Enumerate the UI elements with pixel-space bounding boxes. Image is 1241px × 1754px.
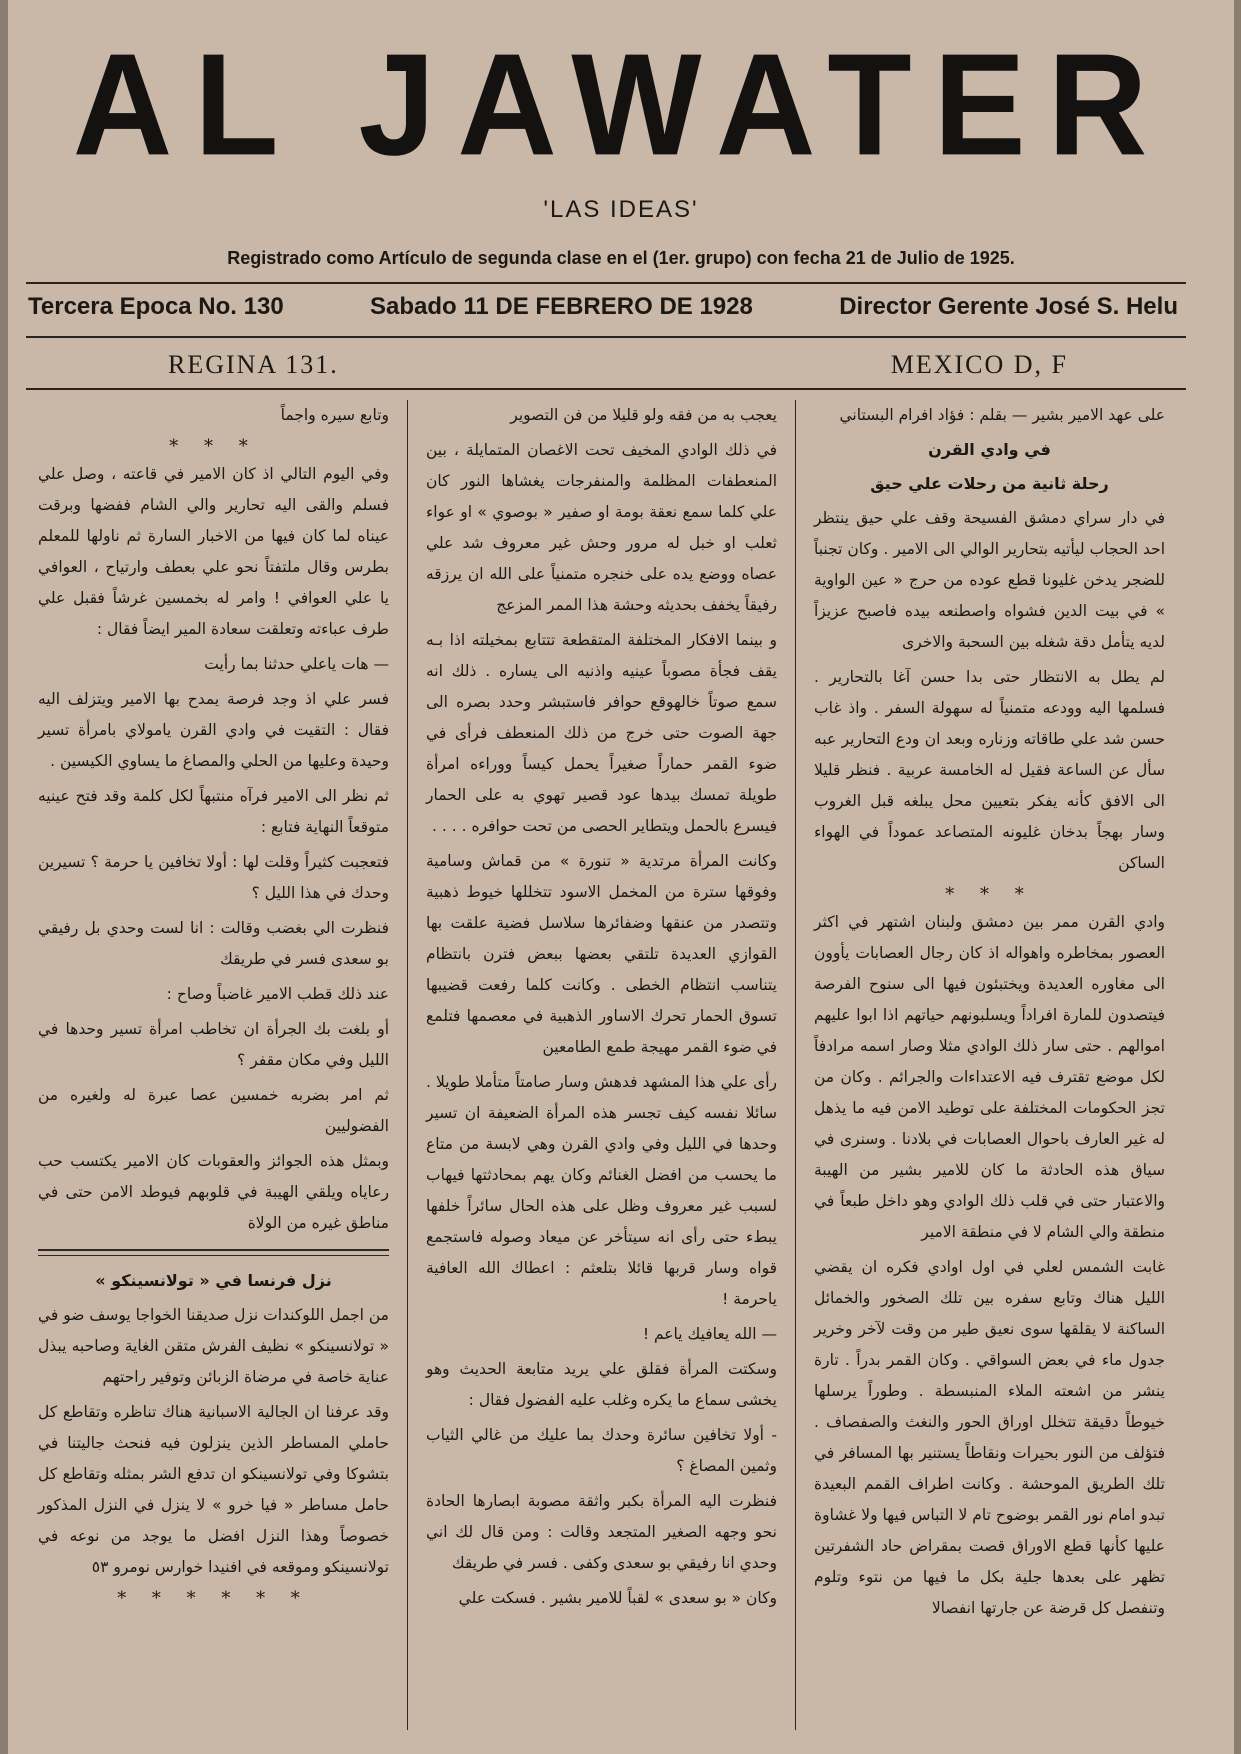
issue-date: Sabado 11 DE FEBRERO DE 1928	[370, 293, 753, 320]
issue-number: Tercera Epoca No. 130	[28, 293, 284, 320]
registration-notice: Registrado como Artículo de segunda clase en el (1er. grupo) con fecha 21 de Julio de 1925.	[227, 248, 1015, 268]
issue-line	[28, 293, 1178, 321]
article-paragraph: وفي اليوم التالي اذ كان الامير في قاعته ، وصل علي فسلم والقى اليه تحارير والي الشام ففضها وبرقت عيناه لما كان فيها من الاخبار السارة ثم ناولها للمعلم بطرس وقال ملتفتاً نحو علي بعطف وارتياح ، العوافي يا علي العوافي ! وامر له بخمسين غرشاً فقبل علي طرف عباءته وتعلقت سعادة المير ايضاً فقال :	[38, 465, 389, 638]
article-paragraph: أو بلغت بك الجرأة ان تخاطب امرأة تسير وحدها في الليل وفي مكان مقفر ؟	[38, 1020, 389, 1069]
article-paragraph: — هات ياعلي حدثنا بما رأيت	[204, 655, 389, 673]
article-paragraph: وادي القرن ممر بين دمشق ولبنان اشتهر في اكثر العصور بمخاطره واهواله اذ كان رجال العصابات يأوون الى مغاوره العديدة ويختبئون فيها الى سنوح الفرصة فيتصدون للمارة افراداً ويسلبونهم حياتهم اذا ابوا عليهم اموالهم . حتى سار ذلك الوادي مثلا وصار اسمه مرادفاً لكل موضع تقترف فيه الاعتداءات والجرائم . وكان من تجز الحكومات المختلفة على توطيد الامن فيه ما يذهل له غير العارف باحوال العصابات في بلادنا . وسنرى في سياق هذه الحادثة ما كان للامير بشير من الهيبة والاعتبار حتى في قلب ذلك الوادي وهو داخل طبعاً في منطقة والي الشام لا في منطقة الامير	[814, 913, 1165, 1241]
column-right	[802, 400, 1177, 1740]
director-name: Director Gerente José S. Helu	[839, 293, 1178, 320]
address-line	[168, 350, 1068, 380]
article-subtitle: رحلة ثانية من رحلات علي حيق	[870, 474, 1109, 493]
street-address: REGINA 131.	[168, 350, 339, 379]
article-paragraph: فتعجبت كثيراً وقلت لها : أولا تخافين يا حرمة ؟ تسيرين وحدك في هذا الليل ؟	[38, 853, 389, 902]
stars-ornament: * * *	[945, 884, 1034, 905]
article-paragraph: ثم امر بضربه خمسين عصا عبرة له ولغيره من الفضوليين	[38, 1086, 389, 1135]
article-paragraph: لم يطل به الانتظار حتى بدا حسن آغا بالتحارير . فسلمها اليه وودعه متمنياً له سهولة السفر . واذ غاب حسن شد علي طاقاته وزناره وبعد ان ودع التحارير عبه سأل عن الساعة فقيل له الخامسة عربية . فنظر قليلا الى الافق كأنه يفكر بتعيين محل يبلغه قبل الغروب وسار بهجاً بدخان غليونه المتصاعد عموداً في الهواء الساكن	[814, 668, 1165, 872]
hotel-heading: نزل فرنسا في « تولانسينكو »	[95, 1271, 332, 1290]
article-paragraph: وسكتت المرأة فقلق علي يريد متابعة الحديث وهو يخشى سماع ما يكره وغلب عليه الفضول فقال :	[426, 1360, 777, 1409]
article-paragraph: وتابع سيره واجماً	[280, 406, 389, 424]
article-paragraph: في دار سراي دمشق الفسيحة وقف علي حيق ينتظر احد الحجاب ليأتيه بتحارير الوالي الى الامير . وكان تجنباً للضجر يدخن غليونا قطع عوده من حرج « عين الواوية » في بيت الدين فشواه واصطنعه بيده فاصبح عزيزاً لديه يتأمل دقة شغله بين السحبة والاخرى	[814, 509, 1165, 651]
article-paragraph: وبمثل هذه الجوائز والعقوبات كان الامير يكتسب حب رعاياه ويلقي الهيبة في قلوبهم فيوطد الامن حتى في مناطق غيره من الولاة	[38, 1152, 389, 1232]
article-paragraph: - أولا تخافين سائرة وحدك بما عليك من غالي الثياب وثمين المصاغ ؟	[426, 1426, 777, 1475]
city-name: MEXICO D, F	[890, 350, 1068, 379]
header-rule-bottom	[26, 388, 1186, 390]
article-paragraph: فنظرت اليه المرأة بكبر واثقة مصوبة ابصارها الحادة نحو وجهه الصغير المتجعد وقالت : ومن قال لك اني وحدي انا رفيقي بو سعدى وكفى . فسر في طريقك	[426, 1492, 777, 1572]
header-rule-middle	[26, 336, 1186, 338]
article-paragraph: رأى علي هذا المشهد فدهش وسار صامتاً متأملا طويلا . سائلا نفسه كيف تجسر هذه المرأة الضعيفة ان تسير وحدها في الليل وفي وادي القرن وهي لابسة من متاع ما يحسب من افضل الغنائم وكان يهم بمحادثتها فيهاب لسبب غير معروف وظل على هذه الحال سائراً خلفها يبطء حتى رأى انه سيتأخر عن ميعاد وصوله فاستجمع قواه وسار قربها قائلا بتلعثم : اعطاك الله العافية ياحرمة !	[426, 1073, 777, 1308]
newspaper-page	[8, 0, 1234, 1754]
column-divider	[795, 400, 796, 1730]
article-paragraph: وكان « بو سعدى » لقباً للامير بشير . فسكت علي	[458, 1589, 777, 1607]
article-paragraph: غابت الشمس لعلي في اول اوادي فكره ان يقضي الليل هناك وتابع سفره بين تلك الصخور والخمائل الساكنة لا يقلقها سوى نعيق طير من وقت لآخر وخرير جدول ماء في بعض السواقي . وكان القمر بدراً . تارة ينشر من اشعته الملاء المنبسطة . وطوراً يرسلها خيوطاً دقيقة تتخلل اوراق الحور والنغث والصفصاف . فتؤلف من النور بحيرات ونقاطاً يستنير بها المسافر في تلك الطريق الموحشة . وكانت اطراف القمم البعيدة تبدو امام نور القمر بوضوح تام لا التباس فيها ولا غشاوة عليها كأنها قطع الاوراق قصت بمقراض حاد الشفرتين تظهر على بعدها جلية بكل ما فيها من نتوء وتلوم وتنفصل كل قرضة عن جارتها انفصالا	[814, 1258, 1165, 1617]
article-paragraph: فسر علي اذ وجد فرصة يمدح بها الامير ويتزلف اليه فقال : التقيت في وادي القرن يامولاي بامرأة تسير وحيدة وعليها من الحلي والمصاغ ما يساوي الكيسين .	[38, 690, 389, 770]
column-left	[26, 400, 401, 1740]
masthead-subtitle: 'LAS IDEAS'	[543, 196, 699, 223]
header-rule-top	[26, 282, 1186, 284]
article-paragraph: في ذلك الوادي المخيف تحت الاغصان المتمايلة ، بين المنعطفات المظلمة والمنفرجات يغشاها النور كان علي كلما سمع نعقة بومة او صفير « بوصوي » او عواء ثعلب او خبل له مرور وحش غير معروف شد علي عصاه ووضع يده على خنجره متمنياً على الله ان يرزقه رفيقاً يخفف بحديثه وحشة هذا الممر المزعج	[426, 441, 777, 614]
article-paragraph: من اجمل اللوكندات نزل صديقنا الخواجا يوسف ضو في « تولانسينكو » نظيف الفرش متقن الغاية وصاحبه يبذل عناية خاصة في مرضاة الزبائن وتوفير راحتهم	[38, 1306, 389, 1386]
stars-ornament: * * * * * *	[117, 1588, 310, 1609]
article-paragraph: عند ذلك قطب الامير غاضباً وصاح :	[166, 985, 389, 1003]
article-paragraph: وكانت المرأة مرتدية « تنورة » من قماش وسامية وفوقها سترة من المخمل الاسود تتخللها خيوط ذهبية وتتصدر من عنقها وضفائرها سلاسل فضية علقت بها القوازي العديدة تلتقي بعضها ببعض فترن بانتظام يتناسب انتظام الخطى . وكانت كلما رفعت قضيبها تسوق الحمار تحرك الاساور الذهبية في معصمها فتلمع في ضوء القمر مهيجة طمع الطامعين	[426, 852, 777, 1056]
column-middle	[414, 400, 789, 1740]
article-paragraph: و بينما الافكار المختلفة المتقطعة تتتابع بمخيلته اذا بـه يقف فجأة مصوباً عينيه واذنيه الى يساره . ذلك انه سمع صوتاً خالهوقع حوافر فاستبشر وحدد بصره الى جهة الصوت حتى خرج من ذلك المنعطف فرأى في ضوء القمر حماراً صغيراً يحمل كيساً ووراءه امرأة طويلة تمسك بيدها عود قصير تهوي به على الحمار فيسرع بالحمل ويتطاير الحصى من تحت حوافره . . . .	[426, 631, 777, 835]
column-divider	[407, 400, 408, 1730]
article-paragraph: — الله يعافيك ياعم !	[642, 1325, 777, 1343]
article-paragraph: يعجب به من فقه ولو قليلا من فن التصوير	[510, 406, 777, 424]
article-paragraph: ثم نظر الى الامير فرآه منتبهاً لكل كلمة وقد فتح عينيه متوقعاً النهاية فتابع :	[38, 787, 389, 836]
stars-ornament: * * *	[169, 436, 258, 457]
article-byline: على عهد الامير بشير — بقلم : فؤاد افرام البستاني	[839, 406, 1165, 424]
article-paragraph: فنظرت الي بغضب وقالت : انا لست وحدي بل رفيقي بو سعدى فسر في طريقك	[38, 919, 389, 968]
masthead-title: AL JAWATER	[72, 24, 1170, 186]
article-title: في وادي القرن	[928, 440, 1051, 459]
article-columns	[26, 400, 1190, 1740]
section-divider	[38, 1249, 389, 1256]
article-paragraph: وقد عرفنا ان الجالية الاسبانية هناك تناظره وتقاطع كل حاملي المساطر الذين ينزلون فيه فنحث جاليتنا في بتشوكا وفي تولانسينكو ان تدفع الشر بمثله وتقاطع كل حامل مساطر « فيا خرو » لا ينزل في النزل المذكور خصوصاً وهذا النزل افضل ما يوجد من نوعه في تولانسينكو وموقعه في افنيدا خوارس نومرو ٥٣	[38, 1403, 389, 1576]
